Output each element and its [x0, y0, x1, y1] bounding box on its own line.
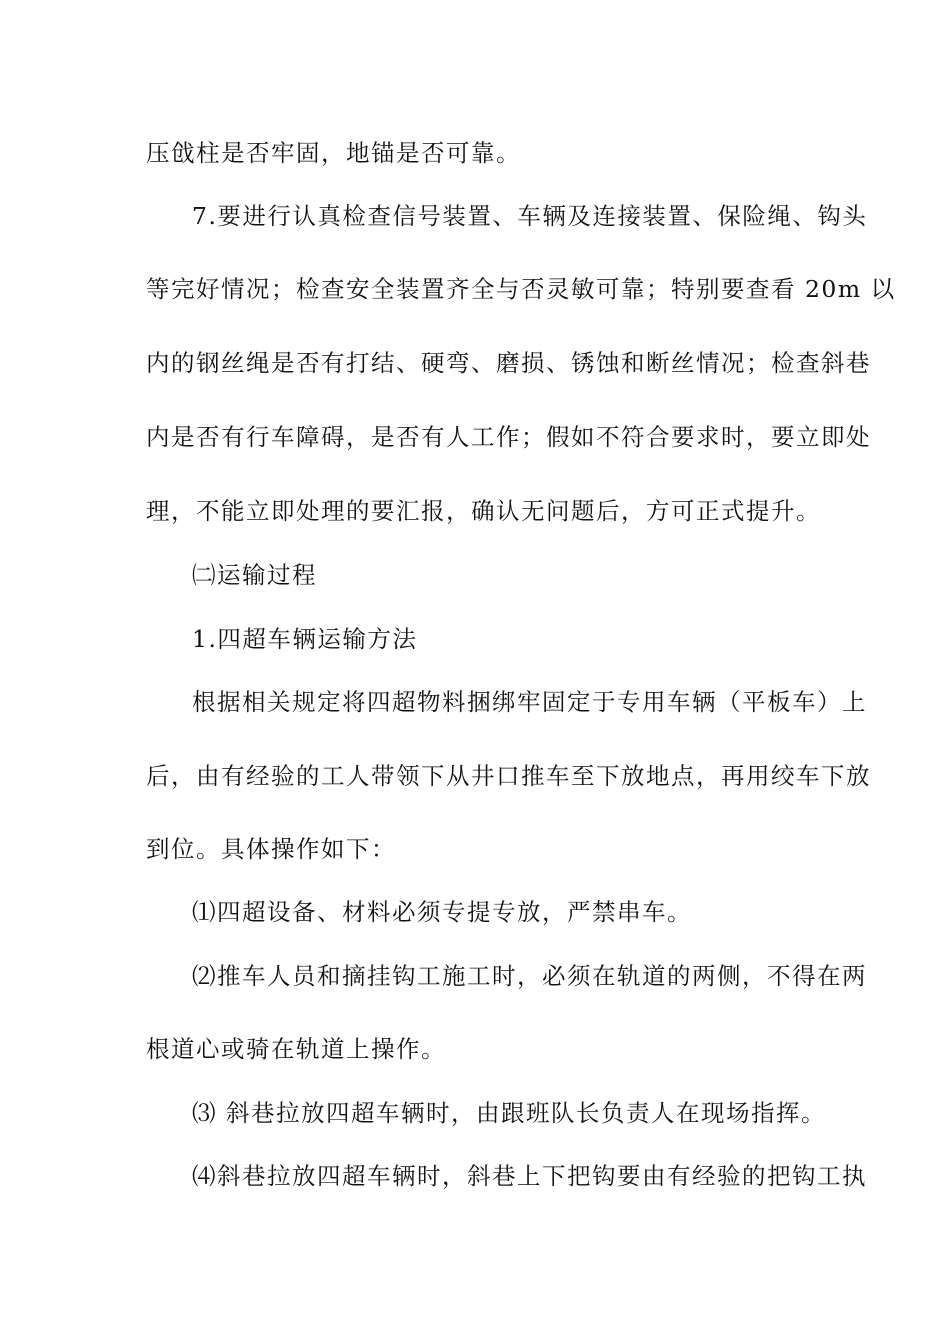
section-heading: ㈡运输过程 [192, 561, 317, 589]
list-item-2-cont: 根道心或骑在轨道上操作。 [146, 1035, 446, 1063]
list-item-1: ⑴四超设备、材料必须专提专放，严禁串车。 [192, 898, 692, 926]
text-line-1: 压戗柱是否牢固，地锚是否可靠。 [146, 139, 521, 167]
text-line-2: 7.要进行认真检查信号装置、车辆及连接装置、保险绳、钩头 [192, 202, 868, 230]
text-line-11: 到位。具体操作如下： [146, 835, 396, 863]
list-item-4: ⑷斜巷拉放四超车辆时，斜巷上下把钩要由有经验的把钩工执 [192, 1162, 867, 1190]
list-item-3: ⑶ 斜巷拉放四超车辆时，由跟班队长负责人在现场指挥。 [192, 1099, 826, 1127]
text-line-5: 内是否有行车障碍，是否有人工作；假如不符合要求时，要立即处 [146, 423, 871, 451]
text-line-6: 理，不能立即处理的要汇报，确认无问题后，方可正式提升。 [146, 497, 821, 525]
list-item-2: ⑵推车人员和摘挂钩工施工时，必须在轨道的两侧，不得在两 [192, 962, 867, 990]
text-line-10: 后，由有经验的工人带领下从井口推车至下放地点，再用绞车下放 [146, 762, 871, 790]
text-line-4: 内的钢丝绳是否有打结、硬弯、磨损、锈蚀和断丝情况；检查斜巷 [146, 349, 871, 377]
subsection-heading: 1.四超车辆运输方法 [192, 625, 418, 653]
text-line-3: 等完好情况；检查安全装置齐全与否灵敏可靠；特别要查看 20m 以 [146, 275, 896, 303]
text-line-9: 根据相关规定将四超物料捆绑牢固定于专用车辆（平板车）上 [192, 688, 867, 716]
